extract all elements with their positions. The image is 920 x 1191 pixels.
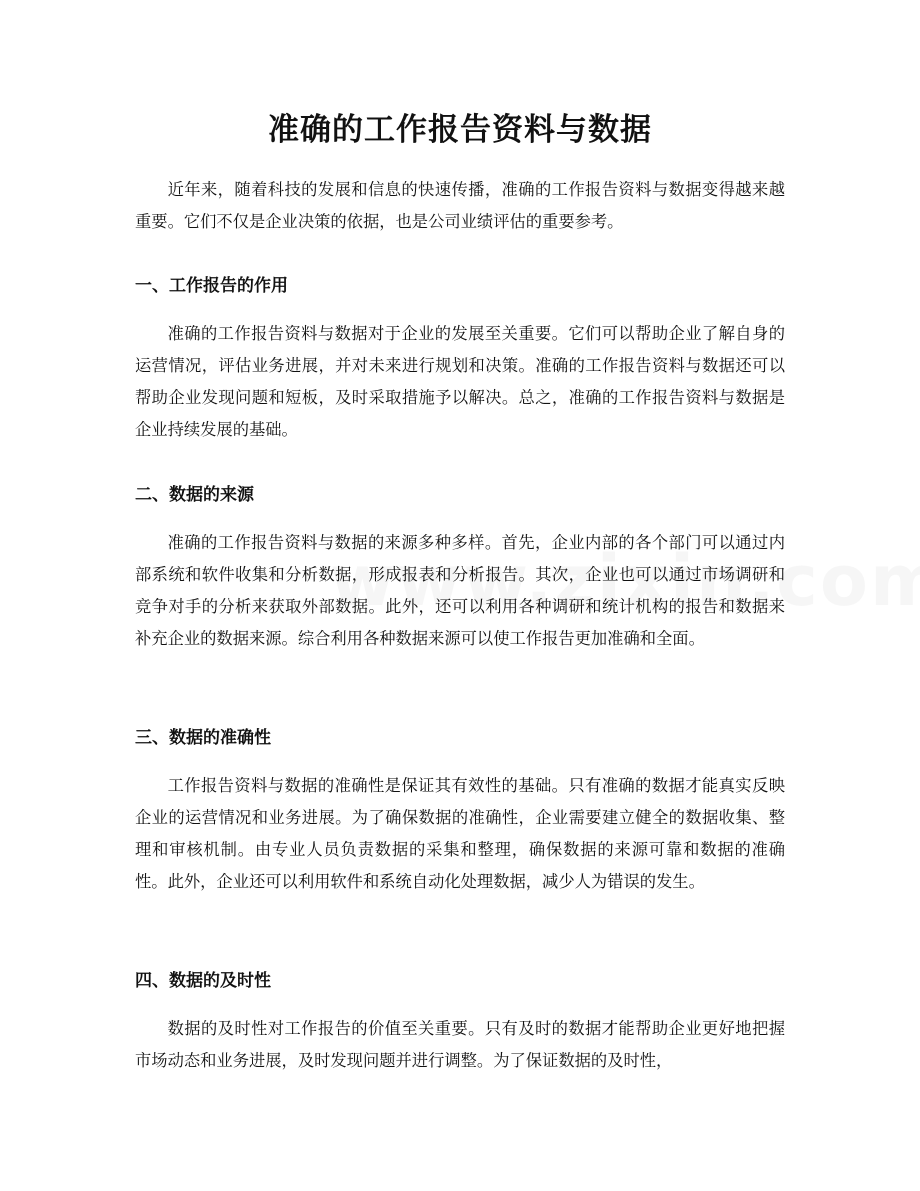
intro-paragraph: 近年来，随着科技的发展和信息的快速传播，准确的工作报告资料与数据变得越来越重要。它们不仅是企业决策的依据，也是公司业绩评估的重要参考。 — [135, 180, 785, 231]
section-body-3: 工作报告资料与数据的准确性是保证其有效性的基础。只有准确的数据才能真实反映企业的运营情况和业务进展。为了确保数据的准确性，企业需要建立健全的数据收集、整理和审核机制。由专业人员负责数据的采集和整理，确保数据的来源可靠和数据的准确性。此外，企业还可以利用软件和系统自动化处理数据，减少人为错误的发生。 — [135, 776, 785, 891]
section-heading-2: 二、数据的来源 — [135, 485, 254, 505]
section-body-1: 准确的工作报告资料与数据对于企业的发展至关重要。它们可以帮助企业了解自身的运营情况，评估业务进展，并对未来进行规划和决策。准确的工作报告资料与数据还可以帮助企业发现问题和短板，及时采取措施予以解决。总之，准确的工作报告资料与数据是企业持续发展的基础。 — [135, 324, 785, 439]
document-title: 准确的工作报告资料与数据 — [268, 112, 652, 148]
section-body-4: 数据的及时性对工作报告的价值至关重要。只有及时的数据才能帮助企业更好地把握市场动态和业务进展，及时发现问题并进行调整。为了保证数据的及时性， — [135, 1019, 785, 1070]
section-heading-3: 三、数据的准确性 — [135, 728, 271, 748]
section-heading-4: 四、数据的及时性 — [135, 971, 271, 991]
section-body-2: 准确的工作报告资料与数据的来源多种多样。首先，企业内部的各个部门可以通过内部系统和软件收集和分析数据，形成报表和分析报告。其次，企业也可以通过市场调研和竞争对手的分析来获取外部数据。此外，还可以利用各种调研和统计机构的报告和数据来补充企业的数据来源。综合利用各种数据来源可以使工作报告更加准确和全面。 — [135, 533, 785, 648]
section-heading-1: 一、工作报告的作用 — [135, 276, 288, 296]
